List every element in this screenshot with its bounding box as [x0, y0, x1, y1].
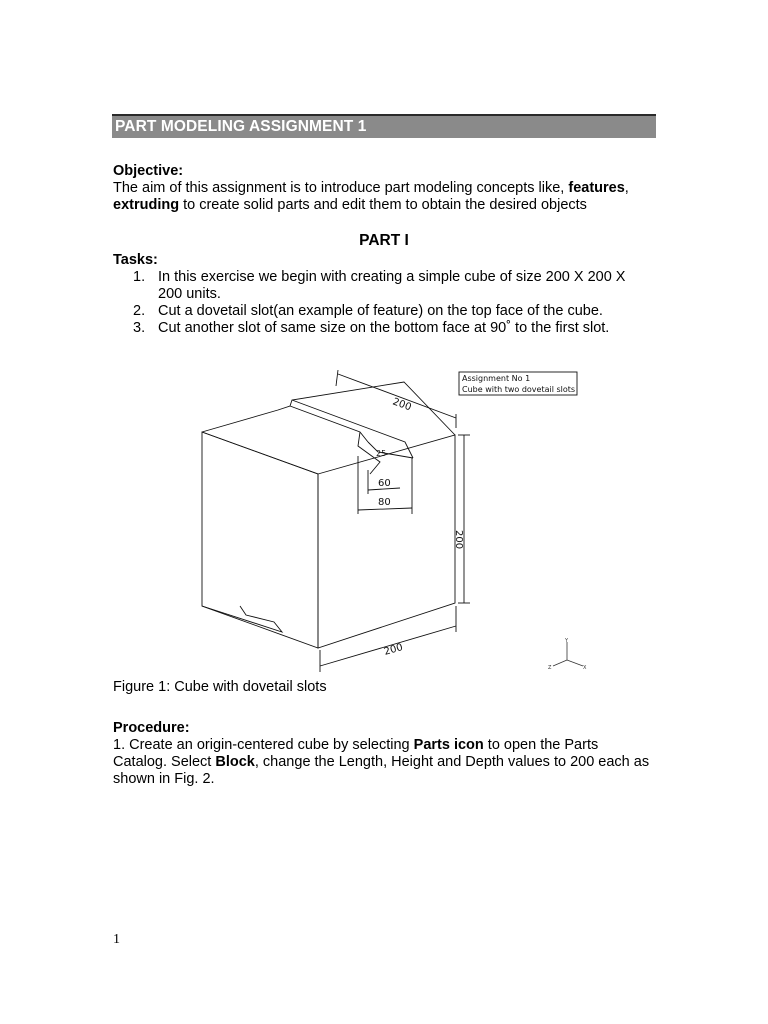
axis-triad: [545, 636, 591, 672]
objective-text-2: ,: [624, 180, 629, 196]
dim-side-label: 200: [453, 530, 464, 550]
objective-bold-features: features: [568, 180, 625, 196]
axis-y-label: Y: [565, 638, 569, 644]
procedure-heading: Procedure:: [113, 720, 190, 736]
objective-bold-extruding: extruding: [113, 197, 180, 213]
dim-top-ext-1: [336, 370, 338, 386]
cube-drawing: [190, 360, 590, 680]
task-text: Cut another slot of same size on the bottom face at 90˚ to the first slot.: [158, 320, 610, 336]
cube-right-face: [318, 435, 455, 648]
objective-section: [113, 163, 658, 214]
procedure-text: [113, 737, 653, 788]
slot-dim-80-line: [358, 508, 412, 510]
page-title: PART MODELING ASSIGNMENT 1: [115, 118, 367, 135]
cube-front-face: [202, 432, 318, 648]
task-item: [113, 320, 653, 337]
task-item: [113, 269, 653, 303]
title-bar: [112, 114, 656, 138]
procedure-bold-parts-icon: Parts icon: [413, 737, 484, 753]
objective-text-3: to create solid parts and edit them to obtain the desired objects: [179, 197, 587, 213]
axis-z-line: [553, 660, 567, 666]
tasks-section: [113, 252, 653, 337]
objective-text: [113, 180, 658, 214]
procedure-text-3: , change the Length, Height and Depth values to 200 each as shown in Fig. 2.: [113, 754, 650, 787]
slot-dim-25-label: 25: [376, 449, 387, 458]
axis-z-label: Z: [548, 665, 552, 671]
task-text: Cut a dovetail slot(an example of feature) on the top face of the cube.: [158, 303, 603, 319]
part-heading: PART I: [359, 232, 409, 249]
dim-top-label: 200: [390, 396, 413, 414]
objective-heading: Objective:: [113, 163, 184, 179]
procedure-text-2: to open the Parts Catalog. Select: [113, 737, 599, 770]
tasks-list: [113, 269, 653, 337]
label-box-line2: Cube with two dovetail slots: [462, 385, 576, 394]
axis-x-line: [567, 660, 583, 666]
cube-top-front-edge: [202, 432, 318, 474]
label-box-line1: Assignment No 1: [462, 374, 531, 383]
dim-bottom-label: 200: [382, 642, 405, 658]
axis-x-label: X: [583, 665, 587, 671]
task-item: [113, 303, 653, 320]
objective-text-1: The aim of this assignment is to introduce part modeling concepts like,: [113, 180, 569, 196]
cube-top-edge: [202, 382, 455, 435]
figure-caption: Figure 1: Cube with dovetail slots: [113, 679, 327, 695]
task-number: 3.: [133, 320, 146, 336]
page-number: 1: [113, 932, 120, 947]
procedure-bold-block: Block: [215, 754, 255, 770]
dim-top-line: [338, 374, 456, 418]
slot-dim-80-label: 80: [378, 497, 391, 508]
tasks-heading: Tasks:: [113, 252, 158, 268]
bottom-slot: [202, 606, 282, 632]
task-number: 2.: [133, 303, 146, 319]
procedure-section: [113, 720, 653, 788]
slot-dim-60-label: 60: [378, 478, 391, 489]
task-text: In this exercise we begin with creating a simple cube of size 200 X 200 X 200 units.: [158, 269, 626, 302]
task-number: 1.: [133, 269, 146, 285]
procedure-text-1: 1. Create an origin-centered cube by selecting: [113, 737, 414, 753]
